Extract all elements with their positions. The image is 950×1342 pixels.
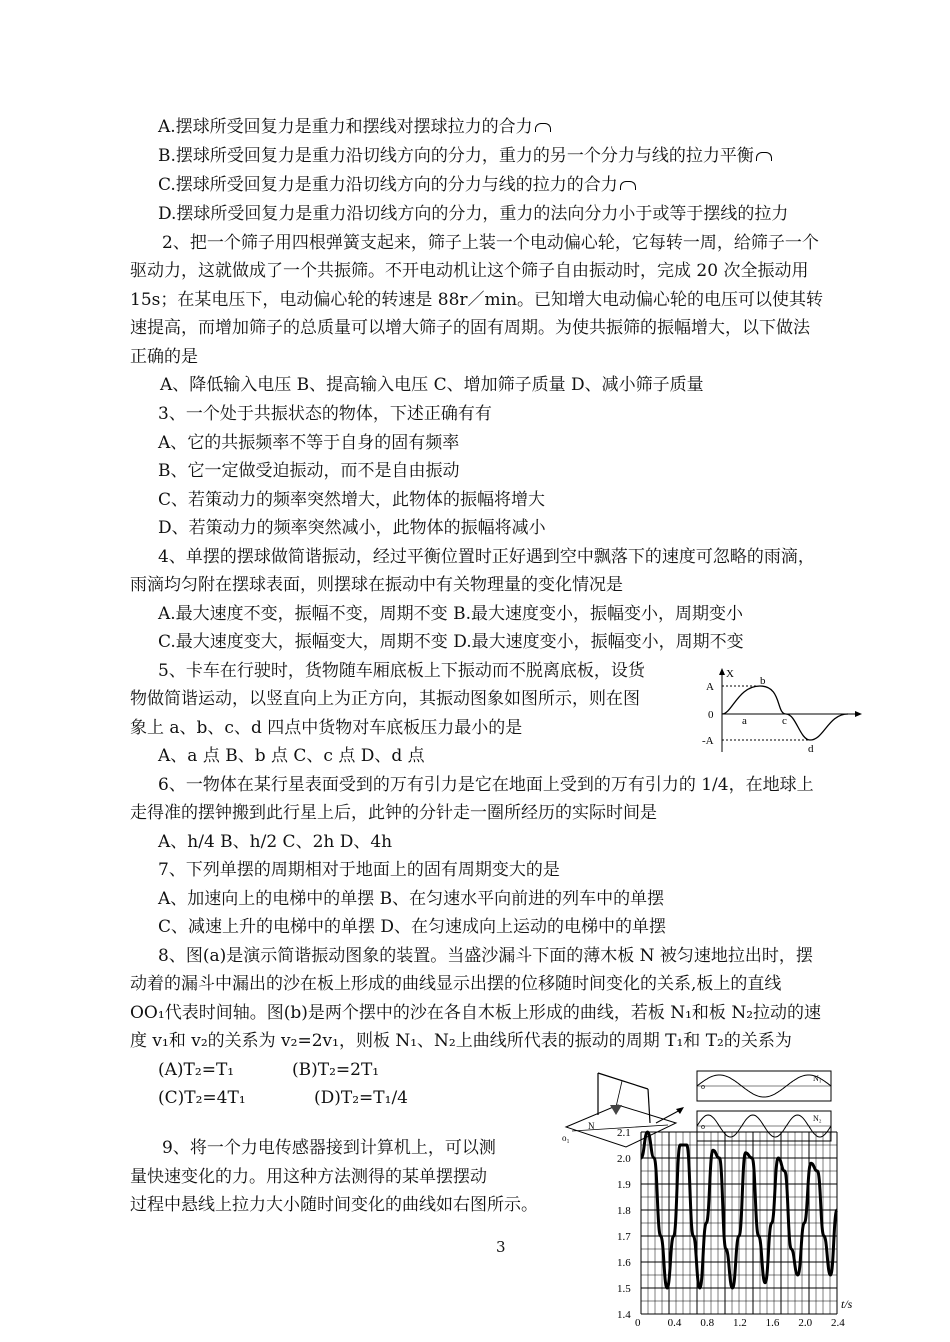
x-tick-label: 2.4 bbox=[831, 1317, 845, 1329]
q1-option-c: C.摆球所受回复力是重力沿切线方向的分力与线的拉力的合力 bbox=[158, 174, 636, 196]
y-tick-label: 1.7 bbox=[617, 1231, 631, 1243]
q4-stem-1: 4、单摆的摆球做简谐振动，经过平衡位置时正好遇到空中飘落下的速度可忽略的雨滴， bbox=[158, 547, 815, 567]
x-axis-arrow-icon bbox=[855, 711, 862, 717]
q8-option-d: (D)T₂=T₁/4 bbox=[314, 1088, 408, 1108]
q8-stem-1: 8、图(a)是演示简谐振动图象的装置。当盛沙漏斗下面的薄木板 N 被匀速地拉出时，摆 bbox=[158, 946, 813, 966]
label-o-top: o bbox=[701, 1082, 705, 1091]
q5-stem-1: 5、卡车在行驶时，货物随车厢底板上下振动而不脱离底板，设货 bbox=[158, 661, 645, 681]
paragraph-marker-icon bbox=[756, 152, 772, 161]
q8-stem-3: OO₁代表时间轴。图(b)是两个摆中的沙在各自木板上形成的曲线，若板 N₁和板 N₂拉动的速 bbox=[130, 1003, 822, 1023]
q5-vibration-graph bbox=[700, 664, 865, 756]
frame-top bbox=[598, 1073, 648, 1089]
x-tick-label: 1.6 bbox=[765, 1317, 780, 1329]
q8-option-a: (A)T₂=T₁ bbox=[158, 1060, 235, 1080]
point-b-label: b bbox=[760, 675, 766, 687]
q6-stem-2: 走得准的摆钟搬到此行星上后，此钟的分针走一圈所经历的实际时间是 bbox=[130, 803, 657, 823]
y-tick-label: 2.0 bbox=[617, 1153, 631, 1165]
pendulum-string bbox=[616, 1081, 622, 1107]
y-tick-labels bbox=[617, 1127, 631, 1321]
x-tick-labels bbox=[635, 1317, 845, 1329]
y-tick-label: 1.6 bbox=[617, 1257, 631, 1269]
q9-stem-1: 9、将一个力电传感器接到计算机上，可以测 bbox=[162, 1138, 496, 1158]
q8-option-b: (B)T₂=2T₁ bbox=[292, 1060, 380, 1080]
y-axis-arrow-icon bbox=[719, 668, 725, 675]
label-a-neg: -A bbox=[702, 735, 714, 747]
point-a-label: a bbox=[742, 715, 747, 727]
q2-stem-4: 速提高，而增加筛子的总质量可以增大筛子的固有周期。为使共振筛的振幅增大，以下做法 bbox=[130, 318, 810, 338]
x-tick-label: 0.8 bbox=[700, 1317, 715, 1329]
q5-stem-3: 象上 a、b、c、d 四点中货物对车底板压力最小的是 bbox=[130, 718, 523, 738]
q8-option-c: (C)T₂=4T₁ bbox=[158, 1088, 246, 1108]
x-tick-label: 2.0 bbox=[798, 1317, 813, 1329]
y-tick-label: 1.8 bbox=[617, 1205, 631, 1217]
q4-stem-2: 雨滴均匀附在摆球表面，则摆球在振动中有关物理量的变化情况是 bbox=[130, 575, 623, 595]
q2-options: A、降低输入电压 B、提高输入电压 C、增加筛子质量 D、减小筛子质量 bbox=[160, 375, 704, 395]
label-n1: N₁ bbox=[813, 1074, 822, 1083]
x-tick-label: 1.2 bbox=[733, 1317, 747, 1329]
q8-stem-4: 度 v₁和 v₂的关系为 v₂=2v₁，则板 N₁、N₂上曲线所代表的振动的周期 T₁和 T₂的关系为 bbox=[130, 1031, 792, 1051]
q9-stem-3: 过程中悬线上拉力大小随时间变化的曲线如右图所示。 bbox=[130, 1195, 538, 1215]
y-label: X bbox=[726, 668, 734, 680]
q1-option-d: D.摆球所受回复力是重力沿切线方向的分力，重力的法向分力小于或等于摆线的拉力 bbox=[158, 204, 789, 224]
q2-stem-3: 15s；在某电压下，电动偏心轮的转速是 88r／min。已知增大电动偏心轮的电压可以使其转 bbox=[130, 290, 824, 310]
q3-stem: 3、一个处于共振状态的物体，下述正确有有 bbox=[158, 404, 492, 424]
q2-stem-2: 驱动力，这就做成了一个共振筛。不开电动机让这个筛子自由振动时，完成 20 次全振动用 bbox=[130, 261, 809, 281]
chart-grid bbox=[641, 1132, 837, 1314]
paragraph-marker-icon bbox=[535, 123, 551, 132]
q7-stem: 7、下列单摆的周期相对于地面上的固有周期变大的是 bbox=[158, 860, 560, 880]
label-o-bottom: o bbox=[701, 1122, 705, 1131]
q4-options-ab: A.最大速度不变，振幅不变，周期不变 B.最大速度变小，振幅变小，周期变小 bbox=[158, 604, 743, 624]
x-tick-label: 0.4 bbox=[667, 1317, 682, 1329]
q3-option-a: A、它的共振频率不等于自身的固有频率 bbox=[158, 433, 460, 453]
y-tick-label: 2.1 bbox=[617, 1127, 631, 1139]
label-o1: o₁ bbox=[562, 1133, 570, 1143]
q3-option-c: C、若策动力的频率突然增大，此物体的振幅将增大 bbox=[158, 490, 546, 510]
frame-right bbox=[648, 1089, 650, 1123]
q9-tension-chart bbox=[605, 1124, 860, 1342]
x-tick-label: 0 bbox=[635, 1317, 641, 1329]
q1-option-b: B.摆球所受回复力是重力沿切线方向的分力，重力的另一个分力与线的拉力平衡 bbox=[158, 145, 772, 167]
q8-stem-2: 动着的漏斗中漏出的沙在板上形成的曲线显示出摆的位移随时间变化的关系,板上的直线 bbox=[130, 974, 782, 994]
q2-stem-5: 正确的是 bbox=[130, 347, 198, 367]
point-c-label: c bbox=[782, 715, 787, 727]
label-a-pos: A bbox=[706, 681, 714, 693]
q6-stem-1: 6、一物体在某行星表面受到的万有引力是它在地面上受到的万有引力的 1/4，在地球上 bbox=[158, 775, 814, 795]
y-tick-label: 1.4 bbox=[617, 1309, 631, 1321]
funnel-icon bbox=[610, 1105, 622, 1115]
q5-stem-2: 物做简谐运动，以竖直向上为正方向，其振动图象如图所示，则在图 bbox=[130, 689, 640, 709]
q9-stem-2: 量快速变化的力。用这种方法测得的某单摆摆动 bbox=[130, 1167, 487, 1187]
q3-option-b: B、它一定做受迫振动，而不是自由振动 bbox=[158, 461, 460, 481]
sine-curve bbox=[722, 686, 848, 740]
q1-option-a: A.摆球所受回复力是重力和摆线对摆球拉力的合力 bbox=[158, 116, 551, 138]
x-axis-label: t/s bbox=[841, 1297, 853, 1311]
q7-options-cd: C、减速上升的电梯中的单摆 D、在匀速成向上运动的电梯中的单摆 bbox=[158, 917, 667, 937]
label-n: N bbox=[588, 1121, 595, 1131]
q5-options: A、a 点 B、b 点 C、c 点 D、d 点 bbox=[158, 746, 425, 766]
q2-stem-1: 2、把一个筛子用四根弹簧支起来，筛子上装一个电动偏心轮，它每转一周，给筛子一个 bbox=[162, 233, 819, 253]
q4-options-cd: C.最大速度变大，振幅变大，周期不变 D.最大速度变小，振幅变小，周期不变 bbox=[158, 632, 744, 652]
page-number: 3 bbox=[496, 1238, 506, 1256]
point-d-label: d bbox=[808, 743, 814, 755]
q6-options: A、h/4 B、h/2 C、2h D、4h bbox=[158, 832, 393, 852]
y-tick-label: 1.9 bbox=[617, 1179, 631, 1191]
label-zero: 0 bbox=[708, 709, 714, 721]
pull-arrow-icon bbox=[676, 1107, 684, 1114]
q3-option-d: D、若策动力的频率突然减小，此物体的振幅将减小 bbox=[158, 518, 546, 538]
q7-options-ab: A、加速向上的电梯中的单摆 B、在匀速水平向前进的列车中的单摆 bbox=[158, 889, 665, 909]
label-n2: N₂ bbox=[813, 1114, 822, 1123]
y-tick-label: 1.5 bbox=[617, 1283, 631, 1295]
paragraph-marker-icon bbox=[620, 181, 636, 190]
